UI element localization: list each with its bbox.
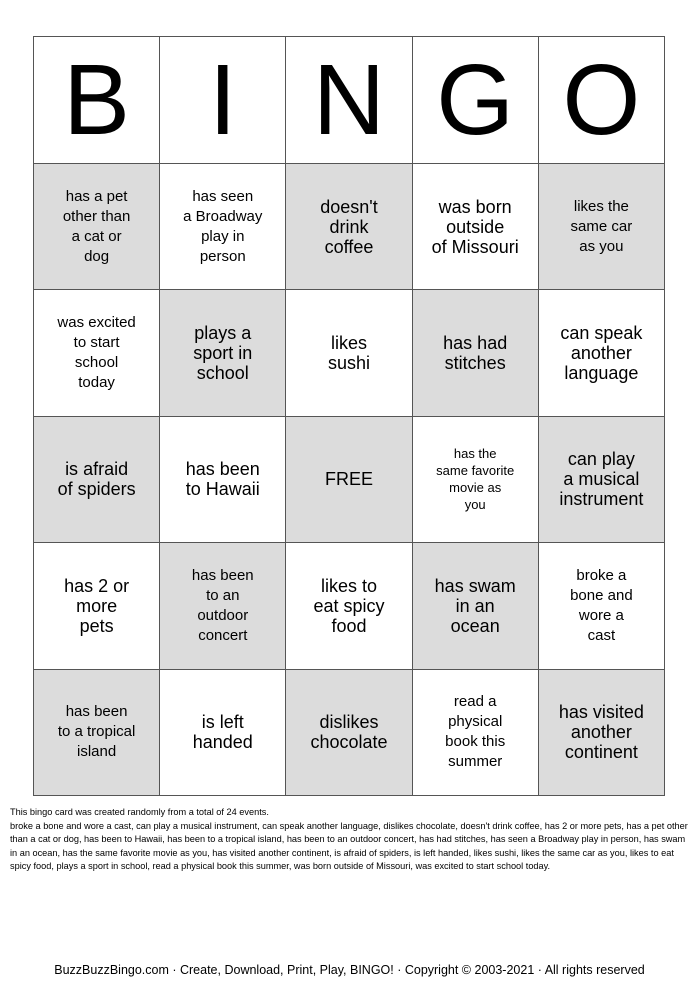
footer-copyright: BuzzBuzzBingo.com · Create, Download, Print, Play, BINGO! · Copyright © 2003-2021 · All rights reserved	[54, 963, 645, 977]
header-letter-i: I	[160, 37, 286, 164]
bingo-cell: is afraid of spiders	[34, 417, 160, 543]
bingo-cell: has been to an outdoor concert	[160, 543, 286, 669]
bingo-cell: has seen a Broadway play in person	[160, 164, 286, 290]
bingo-cell: can speak another language	[539, 290, 665, 416]
bingo-cell: was born outside of Missouri	[413, 164, 539, 290]
bingo-cell: likes sushi	[286, 290, 412, 416]
event-list-note	[10, 806, 690, 874]
bingo-cell: read a physical book this summer	[413, 670, 539, 796]
bingo-cell: plays a sport in school	[160, 290, 286, 416]
header-letter-b: B	[34, 37, 160, 164]
bingo-cell: has 2 or more pets	[34, 543, 160, 669]
bingo-cell: likes to eat spicy food	[286, 543, 412, 669]
bingo-cell: was excited to start school today	[34, 290, 160, 416]
bingo-cell: doesn't drink coffee	[286, 164, 412, 290]
header-letter-g: G	[413, 37, 539, 164]
bingo-cell: dislikes chocolate	[286, 670, 412, 796]
bingo-cell: broke a bone and wore a cast	[539, 543, 665, 669]
note-event-list: broke a bone and wore a cast, can play a musical instrument, can speak another language, dislikes chocolate, doesn't drink coffee, has 2 or more pets, has a pet other than a cat or dog, has been to Hawaii, has been to a tropical island, has been to an outdoor concert, has had stitches, has seen a Broadway play in person, has swam in an ocean, has the same favorite movie as you, has visited another continent, is afraid of spiders, is left handed, likes sushi, likes the same car as you, likes to eat spicy food, plays a sport in school, read a physical book this summer, was born outside of Missouri, was excited to start school today.	[10, 820, 688, 871]
bingo-cell: likes the same car as you	[539, 164, 665, 290]
bingo-cell: can play a musical instrument	[539, 417, 665, 543]
bingo-cell: has been to Hawaii	[160, 417, 286, 543]
bingo-cell: has visited another continent	[539, 670, 665, 796]
bingo-cell: has a pet other than a cat or dog	[34, 164, 160, 290]
header-letter-n: N	[286, 37, 412, 164]
bingo-cell: has swam in an ocean	[413, 543, 539, 669]
bingo-cell: has been to a tropical island	[34, 670, 160, 796]
note-summary: This bingo card was created randomly from a total of 24 events.	[10, 807, 269, 817]
header-letter-o: O	[539, 37, 665, 164]
bingo-cell: has the same favorite movie as you	[413, 417, 539, 543]
bingo-cell: is left handed	[160, 670, 286, 796]
bingo-cell: has had stitches	[413, 290, 539, 416]
bingo-board	[33, 36, 665, 796]
free-space: FREE	[286, 417, 412, 543]
